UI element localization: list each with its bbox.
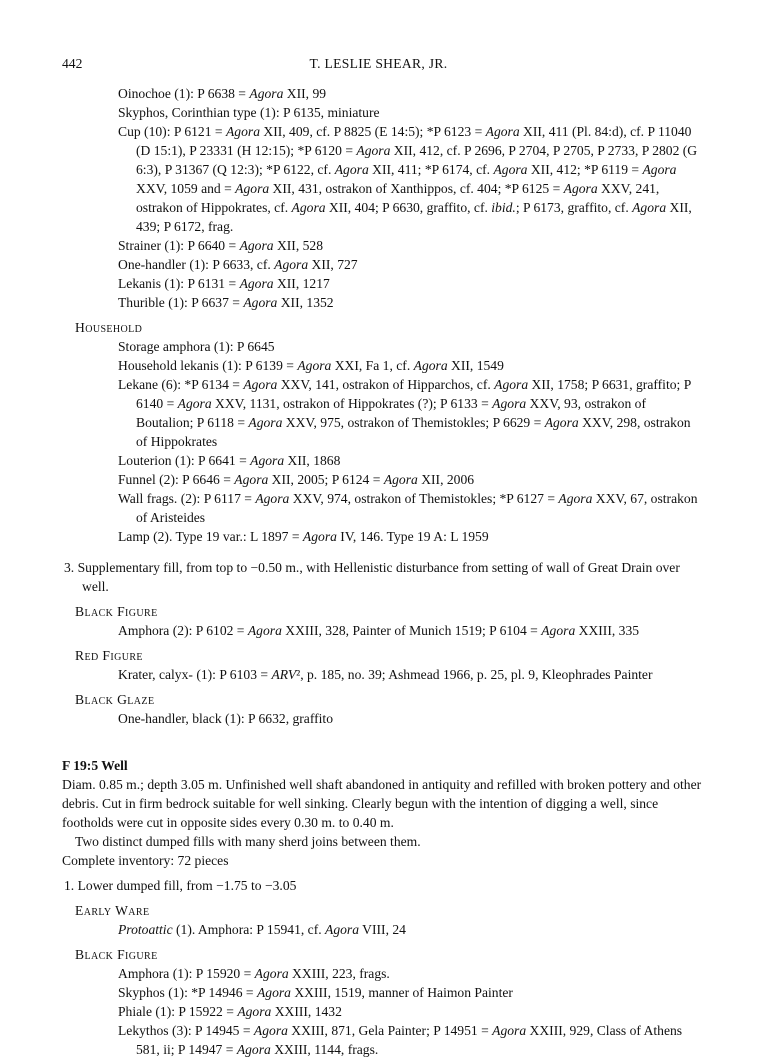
entry-oinochoe: Oinochoe (1): P 6638 = Agora XII, 99 (118, 86, 327, 101)
entry-lamp: Lamp (2). Type 19 var.: L 1897 = Agora IV, 146. Type 19 A: L 1959 (118, 529, 489, 544)
section-heading-red-figure: Red Figure (75, 648, 143, 663)
well-inventory: Complete inventory: 72 pieces (62, 853, 229, 868)
entry-storage-amphora: Storage amphora (1): P 6645 (118, 339, 275, 354)
page-header (62, 54, 695, 72)
section-heading-black-figure-2: Black Figure (75, 947, 158, 962)
entry-funnel: Funnel (2): P 6646 = Agora XII, 2005; P 6124 = Agora XII, 2006 (118, 472, 475, 487)
section-heading-household: Household (75, 320, 143, 335)
entry-krater: Krater, calyx- (1): P 6103 = ARV², p. 185, no. 39; Ashmead 1966, p. 25, pl. 9, Kleophrades Painter (118, 667, 653, 682)
page-body (62, 84, 702, 1059)
entry-lekythos: Lekythos (3): P 14945 = Agora XXIII, 871, Gela Painter; P 14951 = Agora XXIII, 929, Class of Athens 581, ii; P 14947 = Agora XXIII, 1144, frags. (118, 1023, 683, 1057)
entry-one-handler-black: One-handler, black (1): P 6632, graffito (118, 711, 334, 726)
entry-lekane: Lekane (6): *P 6134 = Agora XXV, 141, ostrakon of Hipparchos, cf. Agora XII, 1758; P 6631, graffito; P 6140 = Agora XXV, 1131, ostrakon of Hippokrates (?); P 6133 = Agora XXV, 93, ostrakon of Boutalion; P 6118 = Agora XXV, 975, ostrakon of Themistokles; P 6629 = Agora XXV, 298, ostrakon of Hippokrates (118, 377, 691, 449)
entry-lekanis: Lekanis (1): P 6131 = Agora XII, 1217 (118, 276, 330, 291)
well-title: F 19:5 Well (62, 758, 128, 773)
entry-thurible: Thurible (1): P 6637 = Agora XII, 1352 (118, 295, 334, 310)
entry-strainer: Strainer (1): P 6640 = Agora XII, 528 (118, 238, 324, 253)
entry-protoattic: Protoattic (1). Amphora: P 15941, cf. Agora VIII, 24 (118, 922, 406, 937)
entry-louterion: Louterion (1): P 6641 = Agora XII, 1868 (118, 453, 341, 468)
section-heading-black-glaze: Black Glaze (75, 692, 155, 707)
entry-skyphos-2: Skyphos (1): *P 14946 = Agora XXIII, 1519, manner of Haimon Painter (118, 985, 513, 1000)
running-head: T. LESLIE SHEAR, JR. (309, 56, 448, 71)
entry-amphora-bf: Amphora (2): P 6102 = Agora XXIII, 328, Painter of Munich 1519; P 6104 = Agora XXIII, 335 (118, 623, 640, 638)
well-description: Diam. 0.85 m.; depth 3.05 m. Unfinished well shaft abandoned in antiquity and refilled with broken pottery and other debris. Cut in firm bedrock suitable for well sinking. Clearly begun with the intention of digging a well, since footholds were cut in opposite sides every 0.30 m. to 0.40 m. (62, 777, 702, 830)
entry-one-handler: One-handler (1): P 6633, cf. Agora XII, 727 (118, 257, 358, 272)
entry-wall-frags: Wall frags. (2): P 6117 = Agora XXV, 974, ostrakon of Themistokles; *P 6127 = Agora XXV, 67, ostrakon of Aristeides (118, 491, 698, 525)
fill-item-3: 3. Supplementary fill, from top to −0.50 m., with Hellenistic disturbance from setting of wall of Great Drain over well. (64, 560, 680, 594)
entry-phiale: Phiale (1): P 15922 = Agora XXIII, 1432 (118, 1004, 342, 1019)
section-heading-black-figure: Black Figure (75, 604, 158, 619)
page-number: 442 (62, 56, 83, 71)
well-fills-note: Two distinct dumped fills with many sherd joins between them. (75, 834, 421, 849)
fill-item-1: 1. Lower dumped fill, from −1.75 to −3.05 (64, 878, 297, 893)
section-heading-early-ware: Early Ware (75, 903, 150, 918)
entry-cup: Cup (10): P 6121 = Agora XII, 409, cf. P 8825 (E 14:5); *P 6123 = Agora XII, 411 (Pl. 84:d), cf. P 11040 (D 15:1), P 23331 (H 12:15); *P 6120 = Agora XII, 412, cf. P 2696, P 2704, P 2705, P 2733, P 2802 (G 6:3), P 31367 (Q 12:3); *P 6122, cf. Agora XII, 411; *P 6174, cf. Agora XII, 412; *P 6119 = Agora XXV, 1059 and = Agora XII, 431, ostrakon of Xanthippos, cf. 404; *P 6125 = Agora XXV, 241, ostrakon of Hippokrates, cf. Agora XII, 404; P 6630, graffito, cf. ibid.; P 6173, graffito, cf. Agora XII, 439; P 6172, frag. (118, 124, 698, 234)
entry-household-lekanis: Household lekanis (1): P 6139 = Agora XXI, Fa 1, cf. Agora XII, 1549 (118, 358, 504, 373)
entry-skyphos: Skyphos, Corinthian type (1): P 6135, miniature (118, 105, 380, 120)
entry-amphora-2: Amphora (1): P 15920 = Agora XXIII, 223, frags. (118, 966, 390, 981)
